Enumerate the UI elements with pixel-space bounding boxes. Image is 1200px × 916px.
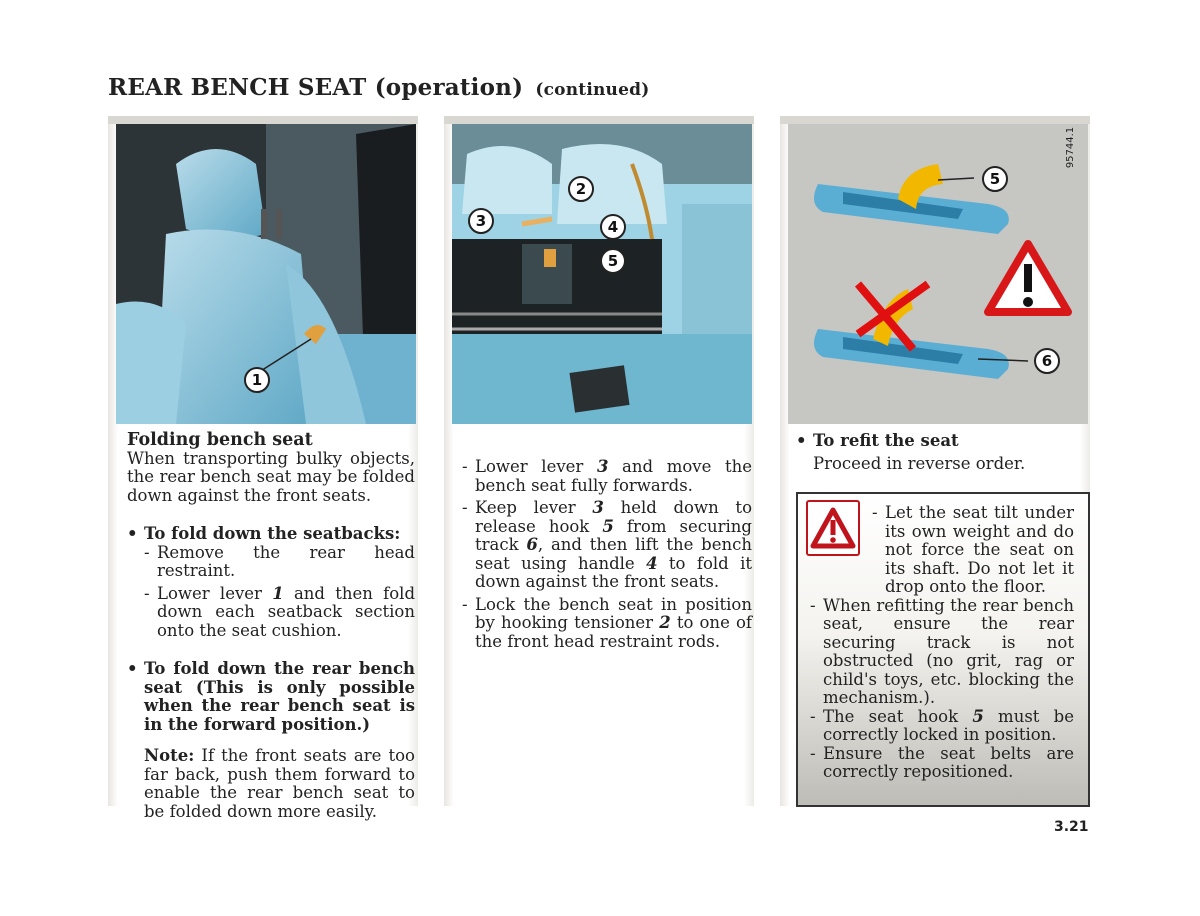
figure-reference-code: 95744.1 (1065, 126, 1077, 169)
refit-heading: • To refit the seat (796, 432, 1086, 451)
title-continued: (continued) (535, 80, 650, 100)
warning-item-belts: - Ensure the seat belts are correctly repositioned. (810, 745, 1074, 782)
page-title: REAR BENCH SEAT (operation) (continued) (108, 74, 650, 101)
fold-bench-heading: • To fold down the rear bench seat (This is only possible when the rear bench seat is in the forward position.) (127, 660, 415, 734)
col1-text (127, 431, 415, 821)
callout-1: 1 (244, 367, 270, 393)
step-lock-bench: - Lock the bench seat in position by hooking tensioner 2 to one of the front head restraint rods. (462, 596, 752, 652)
page-number: 3.21 (1054, 819, 1089, 835)
warning-item-track: - When refitting the rear bench seat, ensure the rear securing track is not obstructed (no grit, rag or child's toys, etc. blocking the mechanism.). (810, 597, 1074, 708)
col2-text (462, 458, 752, 651)
step-lower-lever: - Lower lever 1 and then fold down each seatback section onto the seat cushion. (144, 585, 415, 641)
step-remove-restraint: - Remove the rear head restraint. (144, 544, 415, 581)
callout-4: 4 (600, 214, 626, 240)
callout-2: 2 (568, 176, 594, 202)
warning-text (810, 504, 1074, 782)
callout-5b: 5 (982, 166, 1008, 192)
intro-paragraph: When transporting bulky objects, the rear bench seat may be folded down against the front seats. (127, 448, 415, 505)
step-keep-lever-down: - Keep lever 3 held down to release hook 5 from securing track 6, and then lift the bench seat using handle 4 to fold it down against the front seats. (462, 499, 752, 592)
refit-text: Proceed in reverse order. (813, 453, 1026, 473)
note-paragraph: Note: If the front seats are too far back, push them forward to enable the rear bench seat to be folded down more easily. (144, 746, 415, 821)
fold-seatbacks-heading: • To fold down the seatbacks: (127, 525, 415, 544)
column-middle (444, 116, 754, 806)
photo-bench-folding (452, 124, 752, 424)
photo-seatback-lever (116, 124, 416, 424)
column-top-bar (444, 116, 754, 124)
callout-6: 6 (1034, 348, 1060, 374)
column-top-bar (108, 116, 418, 124)
column-top-bar (780, 116, 1090, 124)
column-left (108, 116, 418, 821)
section-heading: Folding bench seat (127, 430, 313, 450)
warning-item-tilt: - Let the seat tilt under its own weight and do not force the seat on its shaft. Do not let it drop onto the floor. (872, 504, 1074, 597)
illustration-seat-hook (788, 124, 1088, 424)
step-lower-lever-3: - Lower lever 3 and move the bench seat fully forwards. (462, 458, 752, 495)
callout-3: 3 (468, 208, 494, 234)
col3-text (796, 432, 1086, 473)
warning-box (796, 492, 1090, 807)
callout-5: 5 (600, 248, 626, 274)
warning-item-hook: - The seat hook 5 must be correctly locked in position. (810, 708, 1074, 745)
